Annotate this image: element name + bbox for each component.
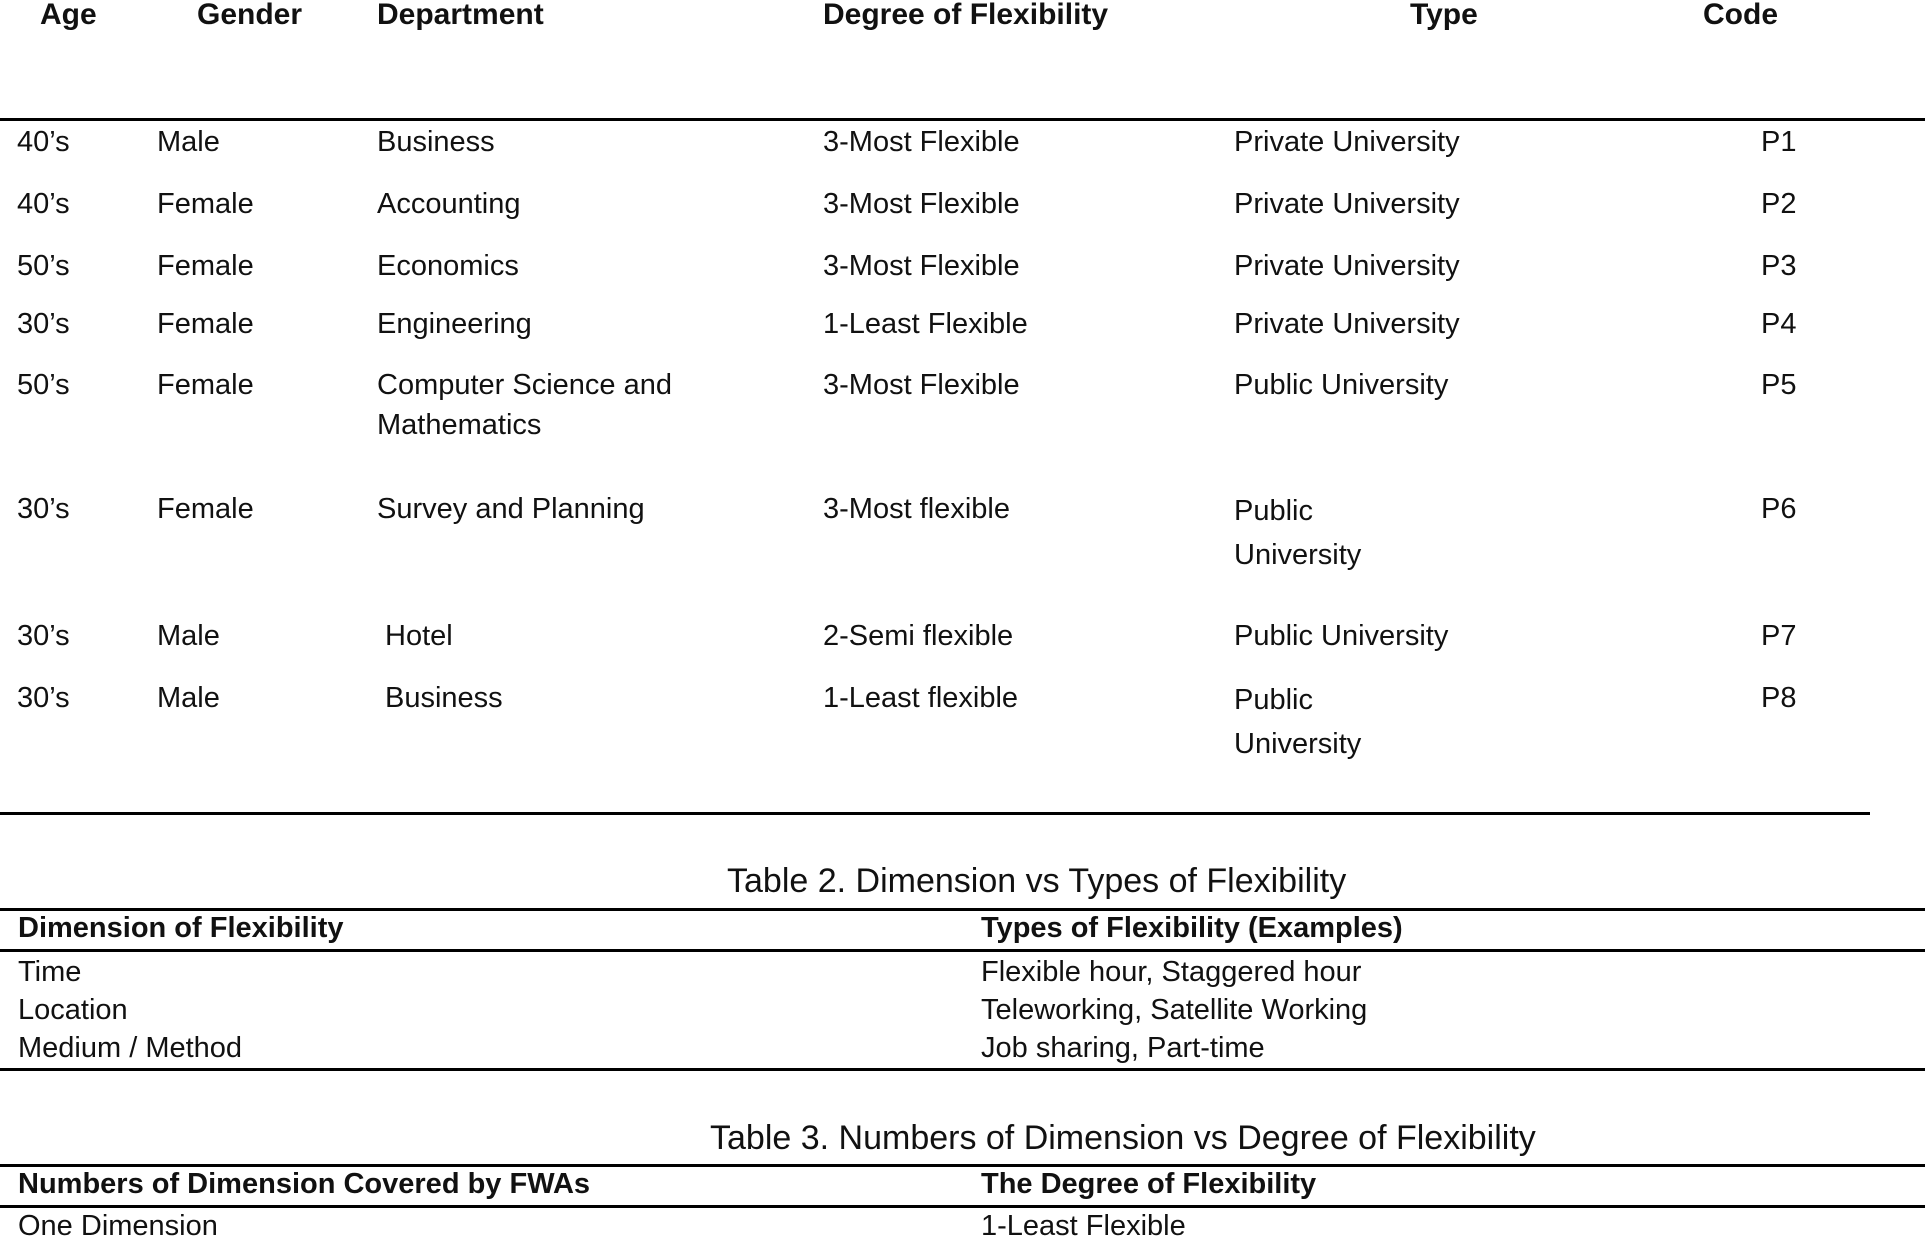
- table-cell-age: 40’s: [17, 126, 70, 158]
- table2-top-rule: [0, 908, 1925, 911]
- table-cell-dimension: Time: [18, 956, 82, 988]
- table3-header-rule: [0, 1205, 1925, 1208]
- table-cell-degree: 1-Least flexible: [823, 682, 1019, 714]
- col-header-code: Code: [1703, 0, 1778, 31]
- table-cell-department: Survey and Planning: [377, 493, 645, 525]
- table-cell-degree: 3-Most Flexible: [823, 250, 1020, 282]
- table-cell-degree: 3-Most Flexible: [823, 126, 1020, 158]
- table-cell-department: Computer Science and Mathematics: [377, 369, 672, 441]
- table-cell-code: P1: [1761, 126, 1797, 158]
- table-cell-age: 30’s: [17, 493, 70, 525]
- table-cell-department: Accounting: [377, 188, 521, 220]
- col-header-type: Type: [1410, 0, 1478, 31]
- table-cell-gender: Female: [157, 308, 254, 340]
- table-cell-degree: 2-Semi flexible: [823, 620, 1014, 652]
- table-cell-code: P7: [1761, 620, 1797, 652]
- col-header-department: Department: [377, 0, 544, 31]
- table1-header-rule: [0, 118, 1925, 121]
- table-cell-age: 50’s: [17, 250, 70, 282]
- table-cell-type: Public University: [1234, 495, 1362, 571]
- table-cell-types: Flexible hour, Staggered hour: [981, 956, 1362, 988]
- table-cell-age: 40’s: [17, 188, 70, 220]
- table-cell-code: P3: [1761, 250, 1797, 282]
- table-cell-types: Job sharing, Part-time: [981, 1032, 1265, 1064]
- table-cell-degree: 3-Most flexible: [823, 493, 1010, 525]
- table-cell-type: Private University: [1234, 250, 1460, 282]
- table-cell-code: P4: [1761, 308, 1797, 340]
- table3-header-dimensions: Numbers of Dimension Covered by FWAs: [18, 1168, 591, 1200]
- table2-header-types: Types of Flexibility (Examples): [981, 912, 1403, 944]
- table-cell-code: P5: [1761, 369, 1797, 401]
- table-cell-degree: 1-Least Flexible: [823, 308, 1028, 340]
- table-cell-type: Public University: [1234, 369, 1449, 401]
- table2-bottom-rule: [0, 1068, 1925, 1071]
- table-cell-gender: Male: [157, 682, 220, 714]
- table-cell-code: P2: [1761, 188, 1797, 220]
- table3-header-degree: The Degree of Flexibility: [981, 1168, 1317, 1200]
- table-cell-dimension: Medium / Method: [18, 1032, 243, 1064]
- table-cell-department: Economics: [377, 250, 519, 282]
- table-cell-age: 30’s: [17, 682, 70, 714]
- table-cell-department: Hotel: [385, 620, 453, 652]
- table-cell-age: 30’s: [17, 620, 70, 652]
- table-cell-dimensions: One Dimension: [18, 1210, 218, 1242]
- table3-top-rule: [0, 1164, 1925, 1167]
- table2-caption: Table 2. Dimension vs Types of Flexibility: [727, 862, 1347, 900]
- table-cell-gender: Male: [157, 126, 220, 158]
- table-cell-department: Business: [377, 126, 495, 158]
- table1-bottom-rule: [0, 812, 1870, 815]
- table-cell-code: P8: [1761, 682, 1797, 714]
- table-cell-type: Private University: [1234, 126, 1460, 158]
- table-cell-degree: 1-Least Flexible: [981, 1210, 1186, 1242]
- table-cell-gender: Female: [157, 493, 254, 525]
- col-header-degree: Degree of Flexibility: [823, 0, 1109, 31]
- table-cell-degree: 3-Most Flexible: [823, 369, 1020, 401]
- table-cell-type: Public University: [1234, 684, 1362, 760]
- table-cell-department: Business: [385, 682, 503, 714]
- table-cell-age: 30’s: [17, 308, 70, 340]
- table-cell-type: Public University: [1234, 620, 1449, 652]
- table-cell-gender: Female: [157, 369, 254, 401]
- table2-header-dimension: Dimension of Flexibility: [18, 912, 344, 944]
- col-header-gender: Gender: [197, 0, 303, 31]
- table-cell-gender: Female: [157, 250, 254, 282]
- table-cell-types: Teleworking, Satellite Working: [981, 994, 1368, 1026]
- table-cell-type: Private University: [1234, 188, 1460, 220]
- table-cell-dimension: Location: [18, 994, 128, 1026]
- table-cell-code: P6: [1761, 493, 1797, 525]
- table-cell-age: 50’s: [17, 369, 70, 401]
- table-cell-type: Private University: [1234, 308, 1460, 340]
- table-cell-degree: 3-Most Flexible: [823, 188, 1020, 220]
- table-cell-gender: Male: [157, 620, 220, 652]
- table-cell-gender: Female: [157, 188, 254, 220]
- col-header-age: Age: [40, 0, 97, 31]
- table3-caption: Table 3. Numbers of Dimension vs Degree of Flexibility: [710, 1119, 1536, 1157]
- table2-header-rule: [0, 949, 1925, 952]
- table-cell-department: Engineering: [377, 308, 532, 340]
